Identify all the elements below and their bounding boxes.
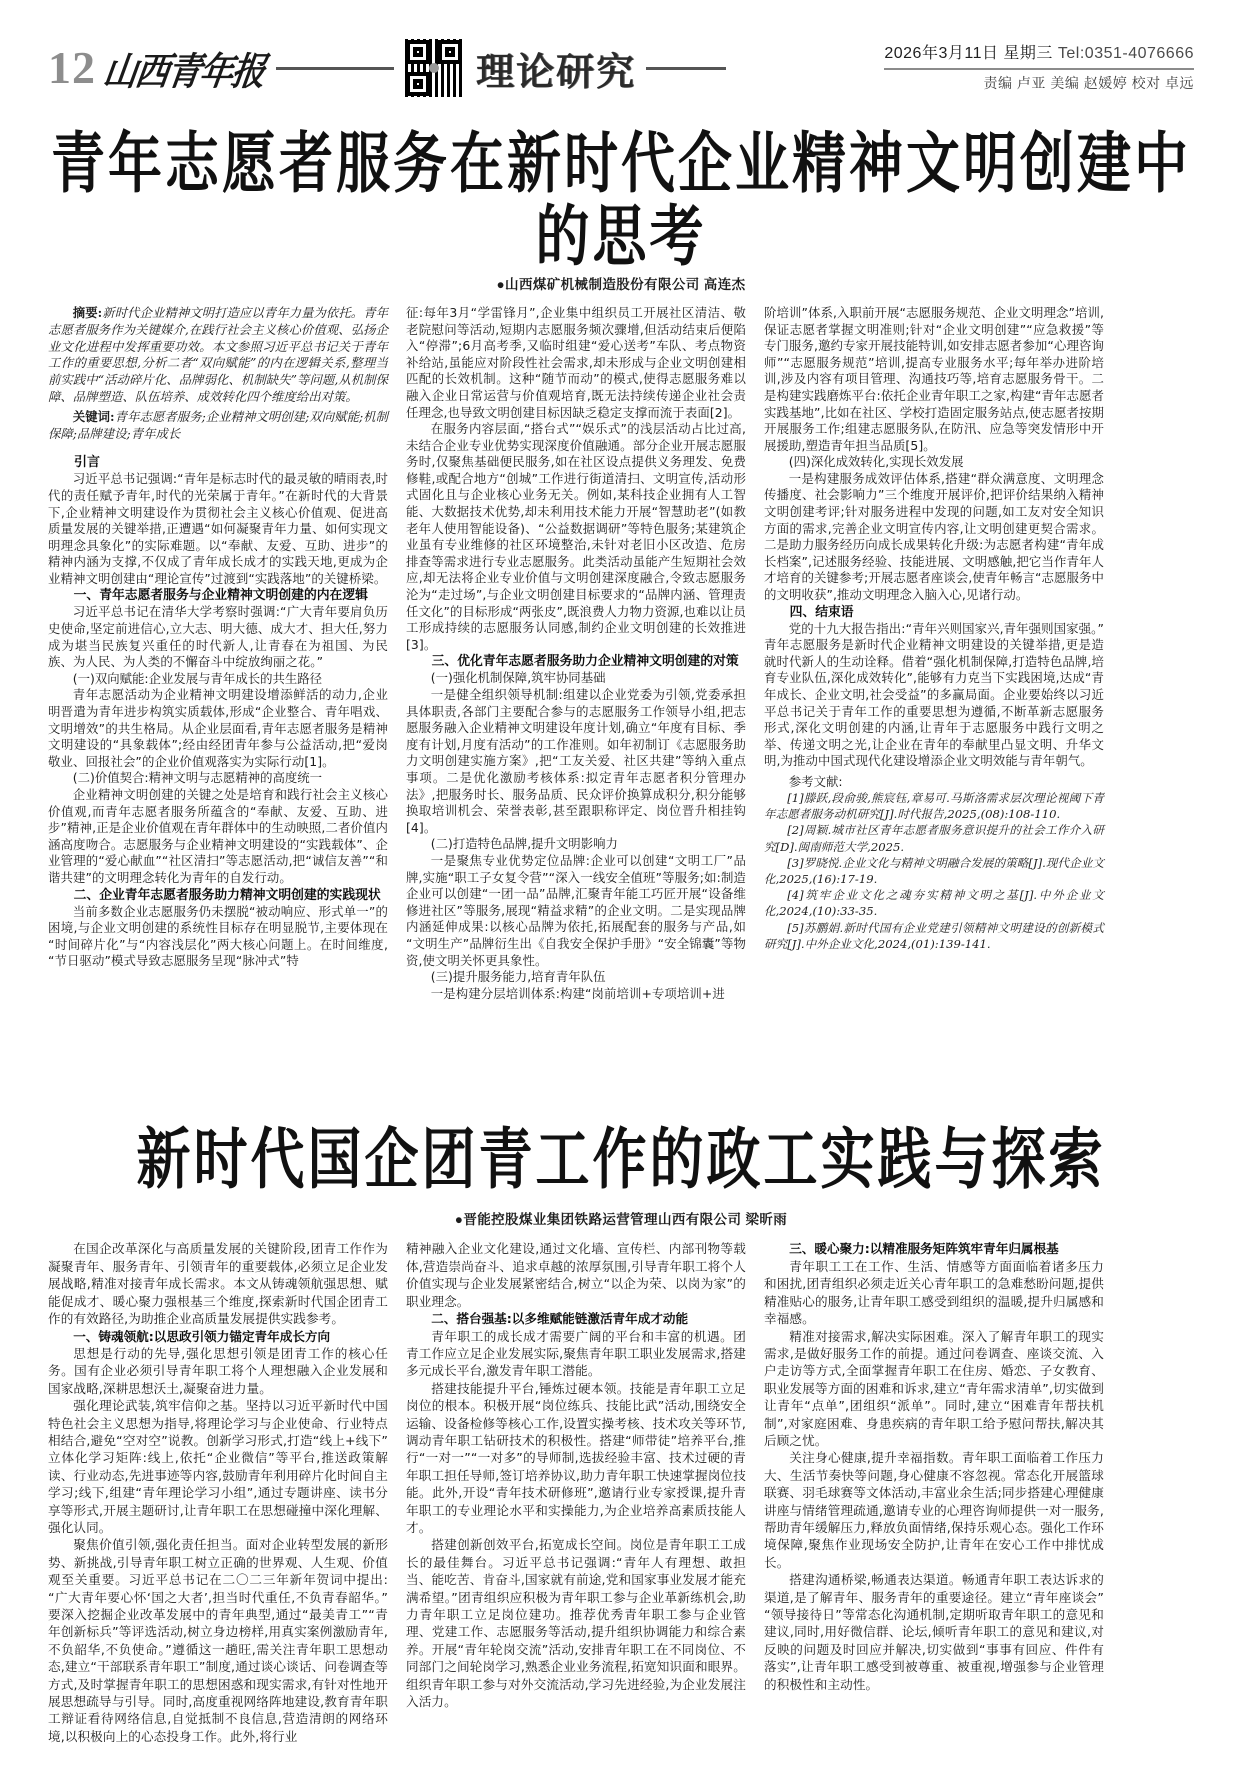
article-two-s2-p1: 青年职工的成长成才需要广阔的平台和丰富的机遇。团青工作应立足企业发展实际,聚焦青年职工职业发展需求,搭建多元成长平台,激发青年职工潜能。 bbox=[406, 1328, 746, 1379]
abstract-text: 新时代企业精神文明打造应以青年力量为依托。青年志愿者服务作为关键媒介,在践行社会主义核心价值观、弘扬企业文化进程中发挥重要功效。本文参照习近平总书记关于青年工作的重要思想,分析二者“双向赋能”的内在逻辑关系,整理当前实践中“活动碎片化、品牌弱化、机制缺失”等问题,从机制保障、品牌塑造、队伍培养、成效转化四个维度给出对策。 bbox=[48, 304, 389, 404]
section-heading-two: 二、企业青年志愿者服务助力精神文明创建的实践现状 bbox=[73, 887, 381, 903]
telephone: Tel:0351-4076666 bbox=[1057, 45, 1194, 63]
article-two-s3-p2: 精准对接需求,解决实际困难。深入了解青年职工的现实需求,是做好服务工作的前提。通过问卷调查、座谈交流、入户走访等方式,全面掌握青年职工在住房、婚恋、子女教育、职业发展等方面的困难和诉求,建立“青年需求清单”,切实做到让青年“点单”,团组织“派单”。同时,建立“困难青年帮扶机制”,对家庭困难、身患疾病的青年职工给予慰问帮扶,解决其后顾之忧。 bbox=[764, 1328, 1104, 1448]
article-two-column-2 bbox=[406, 1240, 746, 1710]
abstract-paragraph bbox=[48, 305, 388, 406]
subsection-3-1-paragraph: 一是健全组织领导机制:组建以企业党委为引领,党委承担具体职责,各部门主要配合参与的志愿服务工作领导小组,把志愿服务融入企业精神文明建设年度计划,确立“年度有目标、季度有计划,月度有活动”的工作准则。如年初制订《志愿服务助力文明创建实施方案》,把“工友关爱、社区共建”等纳入重点事项。二是优化激励考核体系:拟定青年志愿者积分管理办法》,把服务时长、服务品质、民众评价换算成积分,积分能够换取培训机会、荣誉表彰,甚至跟职称评定、岗位晋升相挂钩[4]。 bbox=[406, 687, 746, 835]
article-two-columns bbox=[48, 1240, 1194, 1745]
subsection-1-1-paragraph: 青年志愿活动为企业精神文明建设增添鲜活的动力,企业明晋遣为青年进步构筑实质载体,形成“企业整合、青年唱戏、文明增效”的共生格局。从企业层面看,青年志愿者服务是精神文明建设的“具象载体”;经由经团青年参与公益活动,把“爱岗敬业、回报社会”的企业价值观落实为实际行动[1]。 bbox=[48, 687, 388, 769]
reference-item: [5]苏鹏娟.新时代国有企业党建引领精神文明建设的创新模式研究[J].中外企业文化,2024,(01):139-141. bbox=[764, 920, 1104, 951]
qr-code-icon[interactable] bbox=[404, 38, 464, 98]
article-one-headline: 青年志愿者服务在新时代企业精神文明创建中的思考 bbox=[51, 123, 1191, 276]
article-two-col2-continuation: 精神融入企业文化建设,通过文化墙、宣传栏、内部刊物等载体,营造崇尚奋斗、追求卓越的浓厚氛围,引导青年职工将个人价值实现与企业发展紧密结合,树立“以企为荣、以岗为家”的职业理念。 bbox=[406, 1241, 746, 1309]
article-two-byline: ●晋能控股煤业集团铁路运营管理山西有限公司 梁昕雨 bbox=[454, 1212, 788, 1228]
keywords-paragraph bbox=[48, 409, 388, 443]
article-two-column-3 bbox=[764, 1240, 1104, 1693]
article-one bbox=[48, 123, 1194, 1002]
article-two bbox=[48, 1119, 1194, 1745]
references-heading: 参考文献: bbox=[788, 773, 843, 789]
qr-finder-bottom-left bbox=[406, 72, 430, 96]
reference-item: [2]周颖.城市社区青年志愿者服务意识提升的社会工作介入研究[D].闽南师范大学,2025. bbox=[764, 823, 1104, 854]
article-two-section-two: 二、搭台强基:以多维赋能链激活青年成才动能 bbox=[431, 1311, 689, 1327]
subsection-heading-1-1: (一)双向赋能:企业发展与青年成长的共生路径 bbox=[72, 670, 323, 686]
reference-item: [3]罗晓悦.企业文化与精神文明融合发展的策略[J].现代企业文化,2025,(16):17-19. bbox=[764, 855, 1104, 886]
article-two-section-one: 一、铸魂领航:以思政引领力锚定青年成长方向 bbox=[73, 1328, 331, 1344]
keywords-label: 关键词: bbox=[72, 408, 115, 424]
article-two-s2-p3: 搭建创新创效平台,拓宽成长空间。岗位是青年职工工成长的最佳舞台。习近平总书记强调:“青年人有理想、敢担当、能吃苦、肯奋斗,国家就有前途,党和国家事业发展才能充满希望。”团青组织应积极为青年职工参与企业革新练机会,助力青年职工立足岗位建功。推荐优秀青年职工参与企业管理、党建工作、志愿服务等活动,提升组织协调能力和综合素养。开展“青年轮岗交流”活动,安排青年职工在不同岗位、不同部门之间轮岗学习,熟悉企业业务流程,拓宽知识面和眼界。组织青年职工参与对外交流活动,学习先进经验,为企业发展注入活力。 bbox=[406, 1537, 746, 1710]
article-two-section-three: 三、暖心聚力:以精准服务矩阵筑牢青年归属根基 bbox=[789, 1241, 1059, 1257]
subsection-heading-3-2: (二)打造特色品牌,提升文明影响力 bbox=[430, 836, 618, 852]
article-one-column-1 bbox=[48, 305, 388, 970]
masthead-rule-left bbox=[276, 67, 394, 70]
section-heading-one: 一、青年志愿者服务与企业精神文明创建的内在逻辑 bbox=[73, 588, 368, 604]
subsection-heading-1-2: (二)价值契合:精神文明与志愿精神的高度统一 bbox=[72, 770, 323, 786]
article-one-column-2 bbox=[406, 305, 746, 1002]
masthead bbox=[48, 36, 1194, 100]
section-two-paragraph-1: 当前多数企业志愿服务仍未摆脱“被动响应、形式单一”的困境,与企业文明创建的系统性目标存在明显脱节,主要体现在“时间碎片化”与“内容浅层化”两大核心问题上。在时间维度,“节日驱动”模式导致志愿服务呈现“脉冲式”特 bbox=[48, 903, 388, 969]
article-two-headline: 新时代国企团青工作的政工实践与探索 bbox=[136, 1119, 1106, 1198]
section-heading-conclusion: 四、结束语 bbox=[789, 604, 854, 620]
intro-heading: 引言 bbox=[74, 455, 101, 471]
reference-item: [4]筑牢企业文化之魂夯实精神文明之基[J].中外企业文化,2024,(10):33-35. bbox=[764, 888, 1104, 919]
subsection-3-3-paragraph: 一是构建分层培训体系:构建“岗前培训+专项培训+进 bbox=[430, 985, 725, 1001]
editor-credits: 责编 卢亚 美编 赵媛婷 校对 卓远 bbox=[983, 74, 1194, 91]
qr-center-dot bbox=[429, 63, 439, 73]
subsection-1-2-paragraph: 企业精神文明创建的关键之处是培育和践行社会主义核心价值观,而青年志愿者服务所蕴含的“奉献、友爱、互助、进步”精神,正是企业价值观在青年群体中的生动映照,二者价值内涵高度吻合。志愿服务与企业精神文明建设的“实践载体”、企业管理的“爱心献血”“社区清扫”等志愿活动,把“诚信友善”“和谐共建”的文明理念转化为青年的自发行动。 bbox=[48, 787, 388, 885]
reference-item: [1]滕跃,段俞骏,熊宸钰,章易可.马斯洛需求层次理论视阈下青年志愿者服务动机研究[J].时代报告,2025,(08):108-110. bbox=[764, 790, 1104, 822]
paper-name: 山西青年报 bbox=[100, 49, 267, 95]
article-one-byline: ●山西煤矿机械制造股份有限公司 高连杰 bbox=[496, 276, 746, 292]
subsection-heading-3-3: (三)提升服务能力,培育青年队伍 bbox=[430, 969, 606, 985]
abstract-label: 摘要: bbox=[72, 304, 103, 320]
column-2-paragraph-2: 在服务内容层面,“搭台式”“娱乐式”的浅层活动占比过高,未结合企业专业优势实现深度价值融通。部分企业开展志愿服务时,仅聚焦基础便民服务,如在社区设点提供义务理发、免费修鞋,或配合地方“创城”工作进行街道清扫、文明宣传,活动形式固化且与企业核心业务无关。例如,某科技企业拥有人工智能、大数据技术优势,却未利用技术能力开展“智慧助老”(如教老年人使用智能设备)、“公益数据调研”等特色服务;某建筑企业虽有专业维修的社区环境整治,未针对老旧小区改造、危房排查等需求进行专业志愿服务。此类活动虽能产生短期社会效应,却无法将企业专业价值与文明创建深度融合,令致志愿服务沦为“走过场”,与企业文明创建目标要求的“品牌内涵、管理责任文化”的目标形成“两张皮”,既浪费人力物力资源,也难以让员工形成持续的志愿服务认同感,制约企业文明创建的长效推进[3]。 bbox=[406, 421, 746, 652]
article-two-s3-p1: 青年职工工在工作、生活、情感等方面面临着诸多压力和困扰,团青组织必须走近关心青年职工的急难愁盼问题,提供精准贴心的服务,让青年职工感受到组织的温暖,提升归属感和幸福感。 bbox=[764, 1258, 1104, 1327]
article-two-s1-p3: 聚焦价值引领,强化责任担当。面对企业转型发展的新形势、新挑战,引导青年职工树立正确的世界观、人生观、价值观至关重要。习近平总书记在二〇二三年新年贺词中提出:“广大青年要心怀‘国之大者’,担当时代重任,不负青春韶华。”要深入挖掘企业改革发展中的青年典型,通过“最美青工”“青年创新标兵”等评选活动,树立身边榜样,用真实案例激励青年,不负韶华,不负使命。”遵循这一趟旺,需关注青年职工思想动态,建立“干部联系青年职工”制度,通过谈心谈话、问卷调查等方式,及时掌握青年职工的思想困惑和现实需求,有针对性地开展思想疏导与引导。同时,高度重视网络阵地建设,教育青年职工辩证看待网络信息,自觉抵制不良信息,营造清朗的网络环境,以积极向上的心态投身工作。此外,将行业 bbox=[48, 1537, 388, 1744]
article-two-column-1 bbox=[48, 1240, 388, 1745]
article-two-s2-p2: 搭建技能提升平台,锤炼过硬本领。技能是青年职工立足岗位的根本。积极开展“岗位练兵、技能比武”活动,围绕安全运输、设备检修等核心工作,设置实操考核、技术攻关等环节,调动青年职工钻研技术的积极性。搭建“师带徒”培养平台,推行“一对一”“一对多”的导师制,选拔经验丰富、技术过硬的青年职工担任导师,签订培养协议,助力青年职工快速掌握岗位技能。此外,开设“青年技术研修班”,邀请行业专家授课,提升青年职工的专业理论水平和实操能力,为企业培养高素质技能人才。 bbox=[406, 1380, 746, 1535]
weekday: 星期三 bbox=[1003, 45, 1053, 63]
subsection-3-2-paragraph: 一是聚焦专业优势定位品牌:企业可以创建“文明工厂”品牌,实施“职工子女复令营”“深入一线安全值班”等服务;如:制造企业可以创建“一团一品”品牌,汇聚青年能工巧匠开展“设备维修进社区”等服务,展现“精益求精”的企业文明。二是实现品牌内涵延伸成果:以核心品牌为依托,拓展配套的服务与产品,如“文明生产”品牌衍生出《自我安全保护手册》“安全锦囊”等物资,使文明关怀更具象性。 bbox=[406, 852, 746, 968]
article-two-s1-p1: 思想是行动的先导,强化思想引领是团青工作的核心任务。国有企业必须引导青年职工将个人理想融入企业发展和国家战略,深耕思想沃土,凝聚奋进力量。 bbox=[48, 1345, 388, 1396]
intro-paragraph: 习近平总书记强调:“青年是标志时代的最灵敏的晴雨表,时代的责任赋予青年,时代的光荣属于青年。”在新时代的大背景下,企业精神文明建设作为贯彻社会主义核心价值观、促进高质量发展的关键举措,正遭遇“如何凝聚青年力量、如何实现文明理念具象化”的实际难题。以“奉献、友爱、互助、进步”的精神内涵为支撑,不仅成了青年成长成才的实践天地,更成为企业精神文明创建由“理论宣传”过渡到“实践落地”的关键桥梁。 bbox=[48, 471, 388, 586]
article-two-s1-p2: 强化理论武装,筑牢信仰之基。坚持以习近平新时代中国特色社会主义思想为指导,将理论学习与企业使命、行业特点相结合,避免“空对空”说教。创新学习形式,打造“线上+线下”立体化学习矩阵:线上,依托“企业微信”等平台,推送政策解读、行业动态,先进事迹等内容,鼓励青年利用碎片化时间自主学习;线下,组建“青年理论学习小组”,通过专题讲座、读书分享等形式,开展主题研讨,让青年职工在思想碰撞中深化理解、强化认同。 bbox=[48, 1398, 388, 1535]
subsection-3-4-paragraph: 一是构建服务成效评估体系,搭建“群众满意度、文明理念传播度、社会影响力”三个维度开展评价,把评价结果纳入精神文明创建考评;针对服务进程中发现的问题,如工友对安全知识方面的需求,完善企业文明宣传内容,让文明创建更契合需求。二是助力服务经历向成长成果转化升级:为志愿者构建“青年成长档案”,记述服务经验、技能进展、文明感触,把它当作青年人才培育的关键参考;开展志愿者座谈会,使青年畅言“志愿服务中的文明收获”,推动文明理念入脑入心,见诸行动。 bbox=[764, 470, 1104, 603]
subsection-heading-3-1: (一)强化机制保障,筑牢协同基础 bbox=[430, 670, 606, 686]
keywords-text: 青年志愿者服务;企业精神文明创建;双向赋能;机制保障;品牌建设;青年成长 bbox=[48, 408, 388, 441]
section-heading-three: 三、优化青年志愿者服务助力企业精神文明创建的对策 bbox=[431, 654, 739, 670]
article-two-s3-p4: 搭建沟通桥梁,畅通表达渠道。畅通青年职工表达诉求的渠道,是了解青年、服务青年的重要途径。建立“青年座谈会”“领导接待日”等常态化沟通机制,定期听取青年职工的意见和建议,同时,用好微信群、论坛,倾听青年职工的意见和建议,对反映的问题及时回应并解决,切实做到“事事有回应、件件有落实”,让青年职工感受到被尊重、被重视,增强参与企业管理的积极性和主动性。 bbox=[764, 1572, 1104, 1692]
page-number: 12 bbox=[48, 42, 96, 93]
section-one-paragraph-1: 习近平总书记在清华大学考察时强调:“广大青年要肩负历史使命,坚定前进信心,立大志、明大德、成大才、担大任,努力成为堪当民族复兴重任的时代新人,让青春在为祖国、为民族、为人民、为人类的不懈奋斗中绽放绚丽之花。” bbox=[48, 604, 388, 670]
publish-date: 2026年3月11日 bbox=[884, 45, 999, 63]
section-title: 理论研究 bbox=[476, 48, 637, 94]
subsection-heading-3-4: (四)深化成效转化,实现长效发展 bbox=[788, 454, 964, 470]
column-2-continuation: 征:每年3月“学雷锋月”,企业集中组织员工开展社区清洁、敬老院慰问等活动,短期内志愿服务频次骤增,但活动结束后便陷入“停滞”;6月高考季,又临时组建“爱心送考”车队、考点物资补给站,虽能应对阶段性社会需求,却未形成与企业文明创建相匹配的长效机制。这种“随节而动”的模式,使得志愿服务难以融入企业日常运营与价值观培育,既无法持续传递企业社会责任理念,也导致文明创建目标因缺乏稳定支撑而流于表面[2]。 bbox=[406, 304, 746, 420]
column-3-continuation: 阶培训”体系,入职前开展“志愿服务规范、企业文明理念”培训,保证志愿者掌握文明准则;针对“企业文明创建”“应急救援”等专门服务,邀约专家开展技能特训,如安排志愿者参加“心理咨询师”“志愿服务规范”培训,提高专业服务水平;每年举办进阶培训,涉及内容有项目管理、沟通技巧等,培育志愿服务骨干。二是构建实践磨炼平台:依托企业青年职工之家,构建“青年志愿者实践基地”,比如在社区、学校打造固定服务站点,使志愿者按期开展服务工作;组建志愿服务队,在防汛、应急等突发情形中开展援助,塑造青年担当品质[5]。 bbox=[764, 304, 1104, 453]
article-one-column-3 bbox=[764, 305, 1104, 952]
masthead-date-line bbox=[884, 43, 1194, 70]
article-two-s3-p3: 关注身心健康,提升幸福指数。青年职工面临着工作压力大、生活节奏快等问题,身心健康不容忽视。常态化开展篮球联赛、羽毛球赛等文体活动,丰富业余生活;同步搭建心理健康讲座与情绪管理疏通,邀请专业的心理咨询师提供一对一服务,帮助青年缓解压力,释放负面情绪,保持乐观心态。强化工作环境保障,聚焦作业现场安全防护,让青年在安心工作中排忧成长。 bbox=[764, 1450, 1104, 1570]
article-two-intro: 在国企改革深化与高质量发展的关键阶段,团青工作作为凝聚青年、服务青年、引领青年的重要载体,必须立足企业发展战略,精准对接青年成长需求。本文从铸魂领航强思想、赋能促成才、暖心聚力强根基三个维度,探索新时代国企团青工作的有效路径,为助推企业高质量发展提供实践参考。 bbox=[48, 1241, 388, 1327]
masthead-meta bbox=[884, 43, 1194, 92]
conclusion-paragraph: 党的十九大报告指出:“青年兴则国家兴,青年强则国家强。”青年志愿服务是新时代企业精神文明建设的关键举措,更是造就时代新人的生动诠释。借着“强化机制保障,打造特色品牌,培育专业队伍,深化成效转化”,能够有力克当下实践困境,达成“青年成长、企业文明,社会受益”的多赢局面。企业要始终以习近平总书记关于青年工作的重要思想为遵循,不断革新志愿服务形式,深化文明创建的内涵,让青年于志愿服务中践行文明之举、传递文明之光,让企业在青年的奉献里凸显文明、升华文明,为推动中国式现代化建设增添企业文明效能与青年朝气。 bbox=[764, 620, 1104, 769]
masthead-rule-right bbox=[646, 67, 726, 70]
article-one-columns bbox=[48, 305, 1194, 1002]
